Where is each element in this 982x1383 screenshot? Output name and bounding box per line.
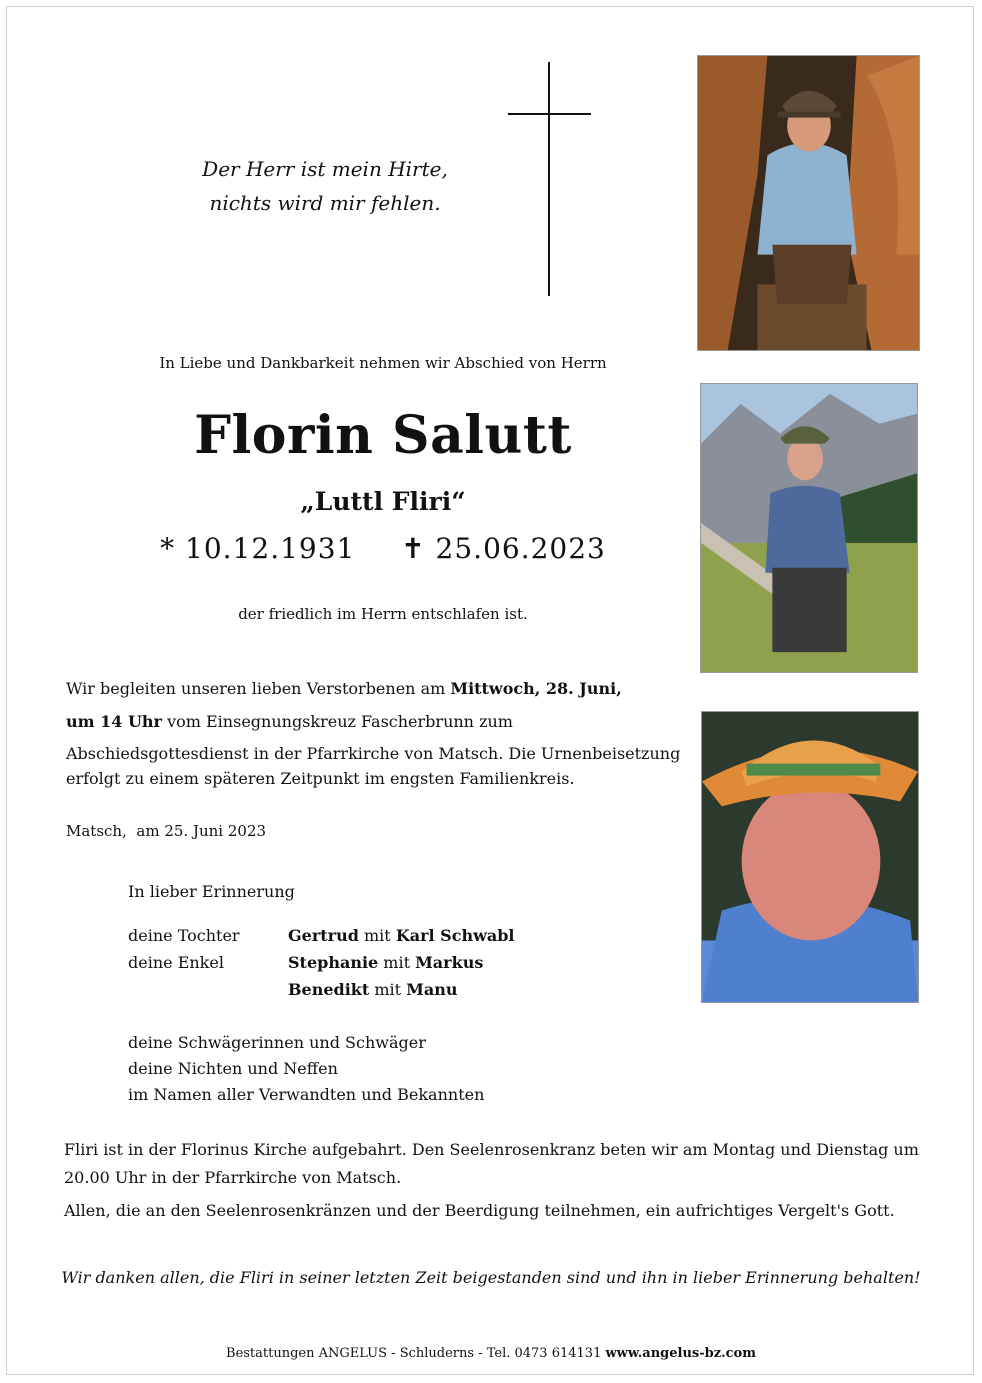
wake-info-line-2: 20.00 Uhr in der Pfarrkirche von Matsch. <box>64 1168 402 1187</box>
cross-icon <box>548 62 550 296</box>
passed-peacefully: der friedlich im Herrn entschlafen ist. <box>238 605 528 623</box>
photo-in-mountains <box>700 383 918 673</box>
undertaker-website[interactable]: www.angelus-bz.com <box>605 1346 756 1361</box>
place-date: Matsch, am 25. Juni 2023 <box>66 822 267 840</box>
verse-line-1: Der Herr ist mein Hirte, <box>202 157 448 181</box>
photo-straw-hat <box>701 711 919 1003</box>
photo-with-cows <box>697 55 920 351</box>
funeral-line-1: Wir begleiten unseren lieben Verstorbenen am Mittwoch, 28. Juni, <box>66 679 622 698</box>
gratitude-line: Allen, die an den Seelenrosenkränzen und der Beerdigung teilnehmen, ein aufrichtiges Vergelt's Gott. <box>64 1201 895 1220</box>
relative-line: deine Nichten und Neffen <box>128 1059 338 1078</box>
cross-icon-bar <box>508 113 591 115</box>
in-memory: In lieber Erinnerung <box>128 882 295 901</box>
funeral-line-3: Abschiedsgottesdienst in der Pfarrkirche von Matsch. Die Urnenbeisetzung <box>66 744 681 763</box>
death-date: 25.06.2023 <box>435 532 606 565</box>
funeral-line-2: um 14 Uhr vom Einsegnungskreuz Fascherbrunn zum <box>66 712 513 731</box>
family-row: deine Tochter Gertrud mit Karl Schwabl <box>128 926 515 945</box>
family-row: deine Enkel Stephanie mit Markus <box>128 953 484 972</box>
closing-thanks: Wir danken allen, die Fliri in seiner letzten Zeit beigestanden sind und ihn in lieber Erinnerung behalten! <box>61 1268 921 1287</box>
life-dates <box>60 532 706 565</box>
relative-line: im Namen aller Verwandten und Bekannten <box>128 1085 485 1104</box>
verse-line-2: nichts wird mir fehlen. <box>209 191 441 215</box>
relative-line: deine Schwägerinnen und Schwäger <box>128 1033 426 1052</box>
birth-symbol: * <box>160 532 176 565</box>
relatives-list <box>128 1030 484 1108</box>
death-cross-icon: ✝ <box>401 532 426 565</box>
bible-verse <box>160 152 490 220</box>
nickname: „Luttl Fliri“ <box>300 487 466 516</box>
deceased-name: Florin Salutt <box>194 405 572 466</box>
birth-date: 10.12.1931 <box>185 532 356 565</box>
undertaker-text: Bestattungen ANGELUS - Schluderns - Tel. 0473 614131 <box>226 1346 606 1361</box>
family-row: Benedikt mit Manu <box>288 980 458 999</box>
wake-info-line-1: Fliri ist in der Florinus Kirche aufgebahrt. Den Seelenrosenkranz beten wir am Montag und Dienstag um <box>64 1140 919 1159</box>
farewell-intro: In Liebe und Dankbarkeit nehmen wir Abschied von Herrn <box>159 354 607 372</box>
funeral-line-4: erfolgt zu einem späteren Zeitpunkt im engsten Familienkreis. <box>66 769 575 788</box>
undertaker-footer <box>40 1346 942 1361</box>
